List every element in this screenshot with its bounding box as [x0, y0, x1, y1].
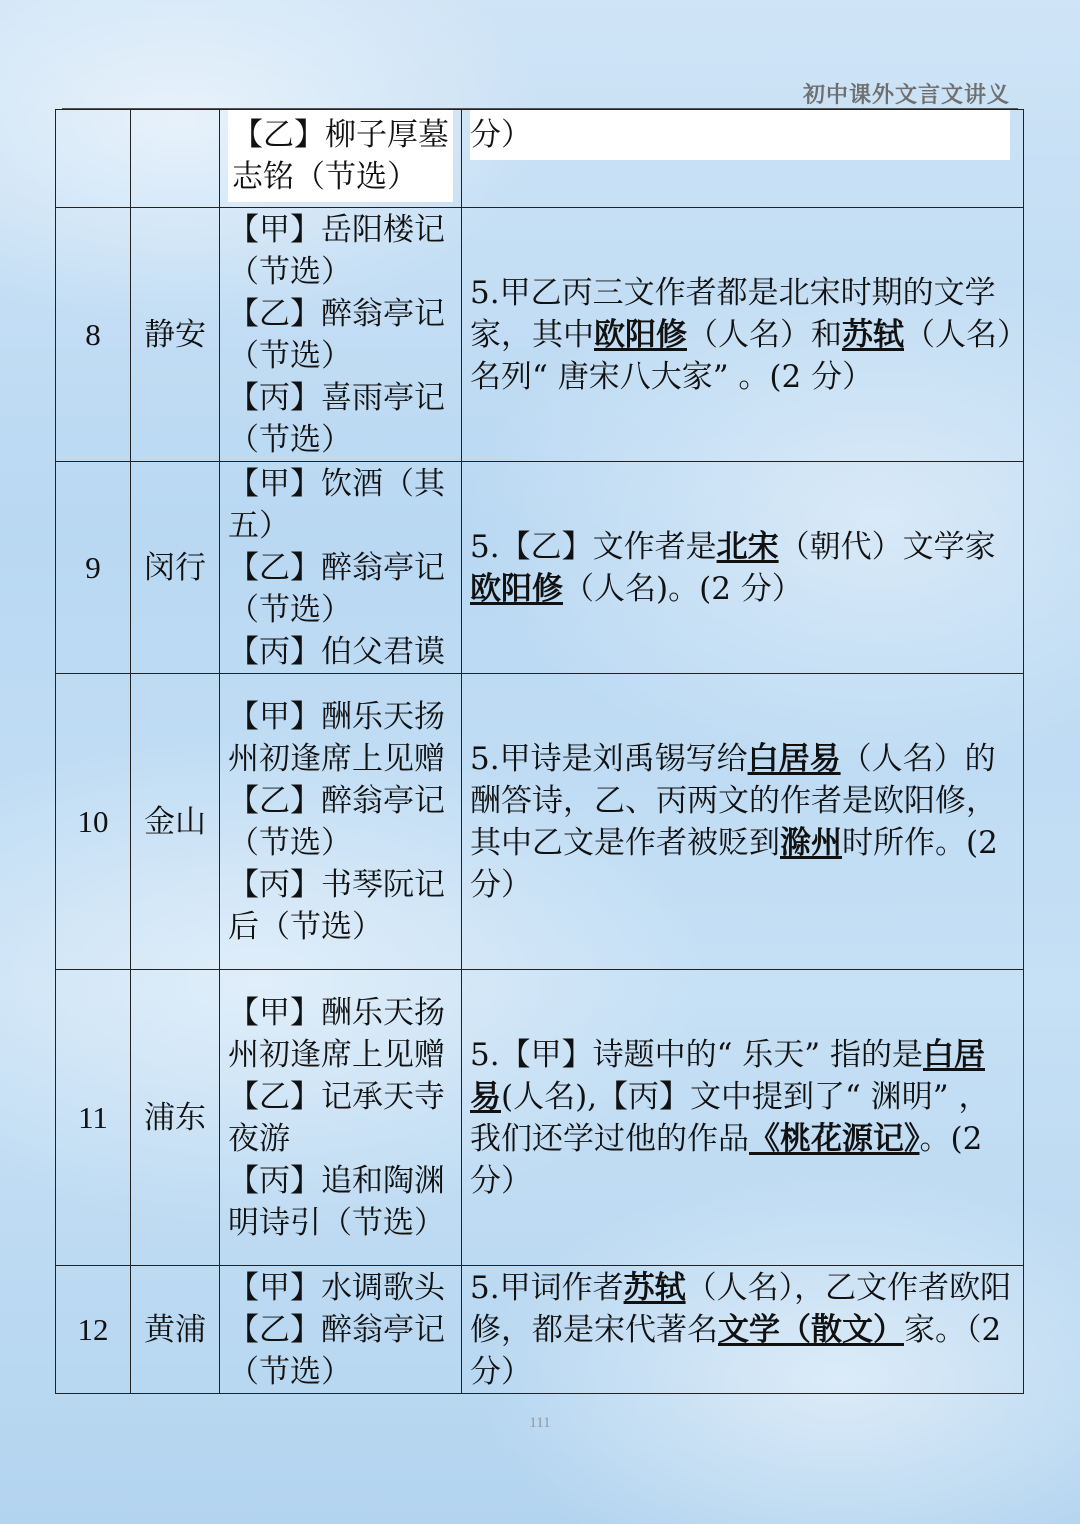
row-number: 8 — [56, 208, 131, 462]
text-title: 【丙】追和陶渊明诗引（节选） — [228, 1162, 445, 1241]
answer-segment: 5.甲词作者 — [470, 1269, 624, 1306]
text-titles-cell — [220, 462, 462, 674]
answer-text — [470, 110, 1010, 160]
answer-segment: 5.【乙】文作者是 — [470, 528, 717, 565]
table-row — [56, 208, 1024, 462]
answer-cell — [462, 462, 1024, 674]
district-cell: 金山 — [131, 674, 220, 970]
answer-cell — [462, 970, 1024, 1266]
district-cell: 闵行 — [131, 462, 220, 674]
answer-segment: 家。（2 分） — [470, 1311, 1002, 1390]
district-cell — [131, 110, 220, 208]
answer-segment: 5.甲乙丙三文作者都是北宋时期的文学家，其中 — [470, 274, 996, 353]
answer-cell — [462, 110, 1024, 208]
text-titles-cell — [220, 110, 462, 208]
answer-segment: （朝代）文学家 — [778, 528, 996, 565]
answer-text — [470, 1267, 1015, 1393]
text-title: 【乙】醉翁亭记（节选） — [228, 1311, 445, 1390]
text-title: 【丙】喜雨亭记（节选） — [228, 379, 445, 458]
text-titles-cell — [220, 970, 462, 1266]
table-row — [56, 674, 1024, 970]
text-titles-cell — [220, 208, 462, 462]
row-number: 10 — [56, 674, 131, 970]
text-title: 【甲】岳阳楼记（节选） — [228, 211, 445, 290]
answer-segment: (人名),【丙】文中提到了“ 渊明” ，我们还学过他的作品 — [470, 1078, 990, 1157]
text-title: 【乙】记承天寺夜游 — [228, 1078, 445, 1157]
text-title: 【丙】伯父君谟 — [228, 633, 445, 670]
answer-segment: 5.【甲】诗题中的“ 乐天” 指的是 — [470, 1036, 923, 1073]
answer-table — [55, 109, 1024, 1394]
answer-cell — [462, 674, 1024, 970]
text-title: 【乙】柳子厚墓志铭（节选） — [228, 110, 453, 202]
answer-segment: 5.甲诗是刘禹锡写给 — [470, 740, 748, 777]
answer-blank: 文学（散文） — [718, 1311, 904, 1348]
answer-segment: （人名），乙文作者欧阳修，都是宋代著名 — [470, 1269, 1012, 1348]
row-number: 12 — [56, 1266, 131, 1394]
table-row — [56, 462, 1024, 674]
answer-text — [470, 738, 1015, 906]
text-title: 【甲】酬乐天扬州初逢席上见赠 — [228, 994, 445, 1073]
table-row — [56, 970, 1024, 1266]
text-title: 【甲】饮酒（其五） — [228, 465, 445, 544]
page-header-title: 初中课外文言文讲义 — [802, 83, 1010, 108]
answer-cell — [462, 1266, 1024, 1394]
answer-blank: 欧阳修 — [470, 570, 563, 607]
answer-blank: 苏轼 — [623, 1269, 686, 1306]
answer-segment: 分） — [470, 117, 532, 153]
answer-cell — [462, 208, 1024, 462]
answer-segment: （人名）和 — [687, 316, 842, 353]
district-cell: 黄浦 — [131, 1266, 220, 1394]
page-number: 111 — [529, 1415, 551, 1431]
text-title: 【甲】水调歌头 — [228, 1269, 445, 1306]
answer-blank: 苏轼 — [842, 316, 904, 353]
answer-blank: 滁州 — [780, 824, 842, 861]
table-row — [56, 110, 1024, 208]
row-number: 11 — [56, 970, 131, 1266]
answer-text — [470, 526, 1015, 610]
answer-segment: （人名)。(2 分） — [563, 570, 803, 607]
answer-blank: 《桃花源记》 — [749, 1120, 920, 1157]
text-title: 【甲】酬乐天扬州初逢席上见赠 — [228, 698, 445, 777]
table-row — [56, 1266, 1024, 1394]
answer-blank: 欧阳修 — [594, 316, 687, 353]
text-title: 【乙】醉翁亭记（节选） — [228, 295, 445, 374]
answer-text — [470, 272, 1015, 398]
text-title: 【乙】醉翁亭记（节选） — [228, 782, 445, 861]
answer-blank: 北宋 — [716, 528, 779, 565]
text-title: 【丙】书琴阮记后（节选） — [228, 866, 445, 945]
answer-blank: 白居易 — [470, 1036, 985, 1115]
answer-blank: 白居易 — [747, 740, 841, 777]
text-title: 【乙】醉翁亭记（节选） — [228, 549, 445, 628]
text-titles-cell — [220, 674, 462, 970]
answer-text — [470, 1034, 1015, 1202]
answer-segment: （人名）的酬答诗，乙、丙两文的作者是欧阳修，其中乙文是作者被贬到 — [470, 740, 997, 861]
district-cell: 静安 — [131, 208, 220, 462]
text-titles-cell — [220, 1266, 462, 1394]
row-number — [56, 110, 131, 208]
row-number: 9 — [56, 462, 131, 674]
district-cell: 浦东 — [131, 970, 220, 1266]
answer-segment: （人名）名列“ 唐宋八大家” 。(2 分） — [470, 316, 1013, 395]
answer-segment: 。(2 分） — [470, 1120, 983, 1199]
answer-segment: 时所作。(2 分） — [470, 824, 998, 903]
